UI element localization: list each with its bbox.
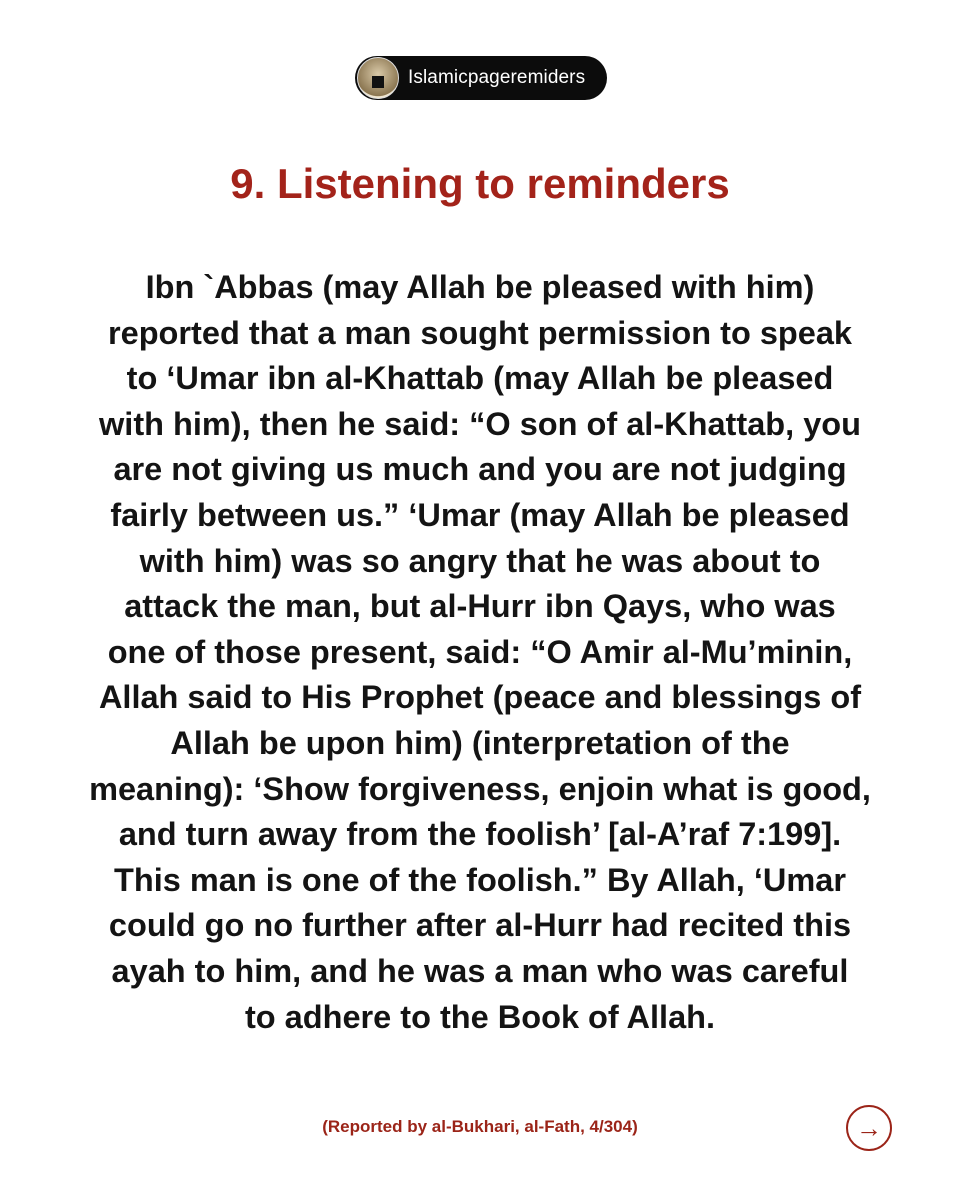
text-line: could go no further after al-Hurr had recited this (108, 907, 852, 944)
next-arrow-button[interactable] (846, 1105, 892, 1151)
reference-citation: (Reported by al-Bukhari, al-Fath, 4/304) (322, 1117, 638, 1136)
text-line: Allah be upon him) (interpretation of the (170, 724, 790, 761)
text-line: This man is one of the foolish.” By Allah, ‘Umar (114, 861, 846, 898)
hadith-text (0, 265, 960, 1040)
text-line: to ‘Umar ibn al-Khattab (may Allah be pleased (126, 360, 834, 397)
text-line: are not giving us much and you are not judging (113, 451, 847, 488)
text-line: to adhere to the Book of Allah. (244, 998, 716, 1035)
text-line: attack the man, but al-Hurr ibn Qays, who was (124, 588, 836, 625)
avatar (357, 57, 399, 99)
text-line: ayah to him, and he was a man who was careful (111, 952, 849, 989)
arrow-right-icon: → (856, 1112, 882, 1143)
text-line: and turn away from the foolish’ [al-A’raf 7:199]. (118, 816, 842, 853)
text-line: Allah said to His Prophet (peace and blessings of (98, 679, 862, 716)
text-line: with him) was so angry that he was about to (139, 542, 821, 579)
page-title: 9. Listening to reminders (230, 160, 730, 207)
text-line: Ibn `Abbas (may Allah be pleased with him) (145, 269, 815, 305)
text-line: fairly between us.” ‘Umar (may Allah be pleased (110, 496, 850, 533)
text-line: with him), then he said: “O son of al-Khattab, you (99, 405, 861, 442)
account-name: Islamicpageremiders (408, 67, 586, 88)
text-line: one of those present, said: “O Amir al-Mu’minin, (107, 633, 853, 670)
text-line: meaning): ‘Show forgiveness, enjoin what is good, (89, 770, 871, 807)
text-line: reported that a man sought permission to speak (107, 314, 853, 351)
account-badge[interactable] (355, 56, 607, 100)
